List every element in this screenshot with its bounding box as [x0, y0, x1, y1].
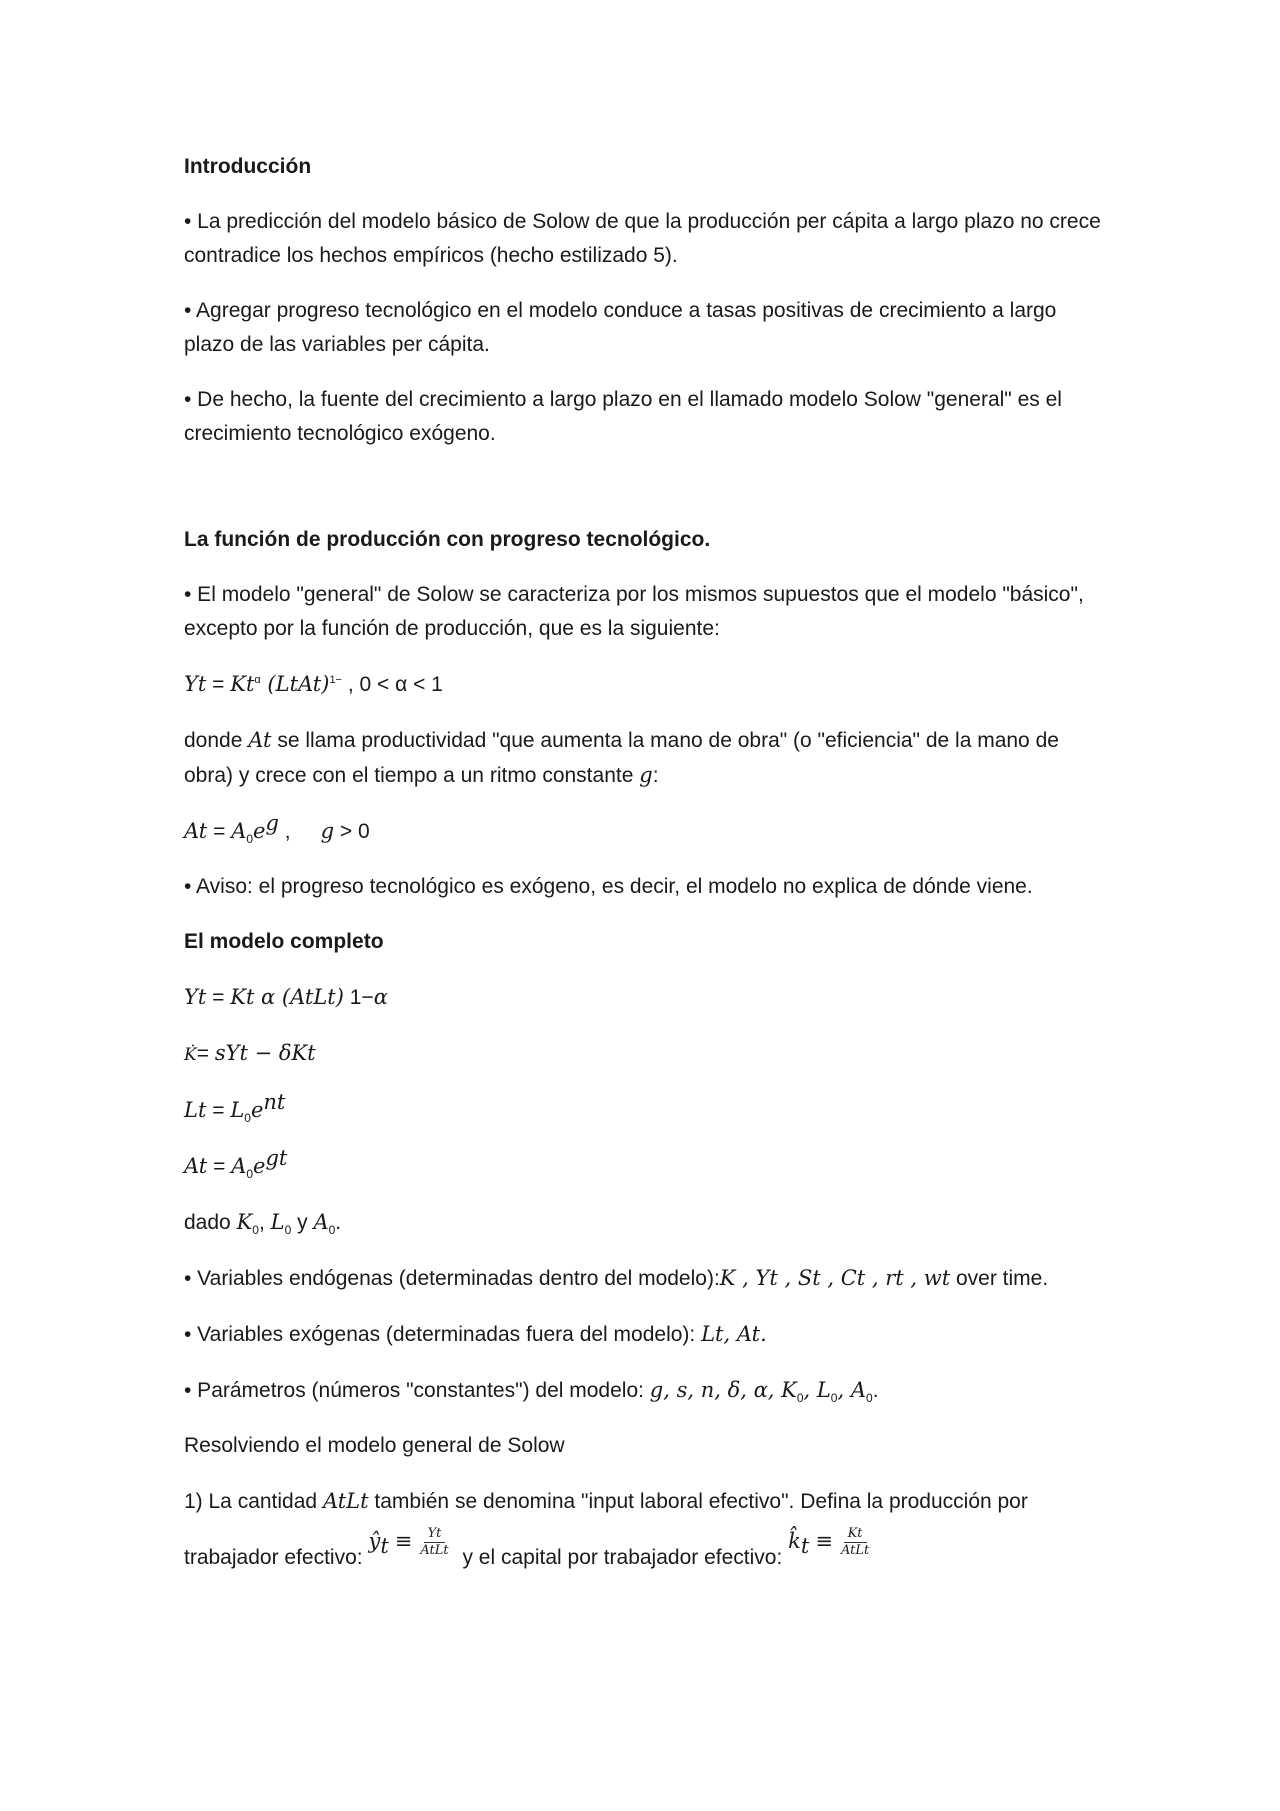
e1-rhs: Kt α (AtLt) — [230, 985, 344, 1009]
endo-end: over time. — [950, 1267, 1049, 1290]
eq2-cond: > 0 — [334, 820, 370, 843]
exo-pre: • Variables exógenas (determinadas fuera del modelo): — [184, 1323, 702, 1346]
e1-lhs: Yt — [184, 985, 207, 1009]
par-sub3: 0 — [866, 1391, 873, 1406]
s1-trabajador: trabajador efectivo: — [184, 1546, 369, 1569]
eq2-e: e — [253, 819, 266, 843]
par-vars: g, s, n, δ, α, K — [649, 1378, 797, 1402]
par-a: , A — [837, 1378, 867, 1402]
prod-bullet-1: • El modelo "general" de Solow se caracteriza por los mismos supuestos que el modelo "básico", excepto por la función de producción, que es la siguiente: — [184, 583, 1084, 640]
heading-modelo-completo: El modelo completo — [184, 930, 384, 953]
s1-mid: y el capital por trabajador efectivo: — [456, 1546, 789, 1569]
e2-rhs: sYt − δKt — [214, 1041, 316, 1065]
equation-productivity — [184, 811, 1104, 849]
e4-lhs: At — [184, 1154, 208, 1178]
par-l: , L — [803, 1378, 831, 1402]
s1-pre: 1) La cantidad — [184, 1490, 323, 1513]
eq2-equals: = — [207, 820, 232, 843]
k-hat-sub: t — [800, 1534, 810, 1559]
dado-y: y — [291, 1211, 314, 1234]
step1-line2 — [184, 1523, 1104, 1584]
eq2-g: g — [320, 819, 335, 843]
eq1-paren: (LtAt) — [260, 672, 330, 696]
dado-comma: , — [258, 1211, 271, 1234]
donde-mid: se llama productividad "que aumenta la mano de obra" (o "eficiencia" de la mano de obra) y crece con el tiempo a un ritmo constante — [184, 729, 1059, 787]
fraction-y-num: Yt — [424, 1526, 446, 1543]
dado-sub2: 0 — [284, 1223, 292, 1238]
dado-end: . — [335, 1211, 342, 1234]
step1-line1 — [184, 1484, 1104, 1519]
e3-l: L — [230, 1098, 245, 1122]
s1-var: AtLt — [322, 1489, 369, 1513]
par-sub2: 0 — [830, 1391, 838, 1406]
eq2-sep: , — [278, 820, 291, 843]
par-sub1: 0 — [796, 1391, 804, 1406]
eq2-exp: g — [265, 811, 279, 835]
e1-eq: = — [206, 986, 231, 1009]
eq1-cond: , 0 < α < 1 — [341, 673, 443, 696]
eq1-exp: 1− — [329, 674, 342, 686]
fraction-k-num: Kt — [844, 1526, 867, 1543]
dado-k: K — [236, 1210, 253, 1234]
e2-kdot: K̇ — [184, 1045, 197, 1065]
equation-production-function — [184, 667, 1104, 702]
exogenous-bullet — [184, 1317, 1104, 1352]
e1-one-minus: 1− — [343, 986, 374, 1009]
endogenous-bullet — [184, 1261, 1104, 1296]
donde-end: : — [652, 764, 659, 787]
fraction-k-den: AtLt — [840, 1542, 870, 1558]
e3-sub: 0 — [244, 1111, 251, 1126]
heading-resolviendo: Resolviendo el modelo general de Solow — [184, 1434, 565, 1457]
e1-alpha: α — [373, 985, 388, 1009]
equiv-symbol-2: ≡ — [815, 1529, 833, 1553]
eq1-alpha: α — [254, 674, 261, 686]
exo-vars: Lt, At. — [701, 1322, 767, 1346]
dado-l: L — [270, 1210, 285, 1234]
model-eq-labor — [184, 1090, 1104, 1128]
donde-paragraph — [184, 723, 1104, 793]
model-eq-capital — [184, 1036, 1104, 1072]
par-pre: • Parámetros (números "constantes") del modelo: — [184, 1379, 650, 1402]
model-eq-tech — [184, 1146, 1104, 1184]
e4-exp: gt — [265, 1146, 288, 1170]
k-hat: k̂ — [788, 1529, 801, 1553]
par-end: . — [872, 1379, 879, 1402]
eq1-lhs: Yt — [184, 672, 207, 696]
dado-sub1: 0 — [252, 1223, 259, 1238]
e4-e: e — [253, 1154, 266, 1178]
dado-a: A — [313, 1210, 329, 1234]
section-gap — [184, 472, 1104, 523]
eq1-equals: = — [206, 673, 231, 696]
eq1-k: Kt — [230, 672, 255, 696]
e3-e: e — [250, 1098, 264, 1122]
endo-vars: K , Yt , St , Ct , rt , wt — [719, 1266, 951, 1290]
eq2-sub: 0 — [246, 832, 254, 847]
document-body — [184, 150, 1104, 1605]
heading-introduccion: Introducción — [184, 155, 312, 178]
eq2-lhs: At — [184, 819, 208, 843]
e4-a: A — [231, 1154, 247, 1178]
e3-lhs: Lt — [184, 1098, 207, 1122]
aviso-bullet: • Aviso: el progreso tecnológico es exógeno, es decir, el modelo no explica de dónde viene. — [184, 875, 1033, 898]
endo-pre: • Variables endógenas (determinadas dentro del modelo): — [184, 1267, 720, 1290]
e3-eq: = — [206, 1099, 231, 1122]
fraction-y — [416, 1526, 452, 1559]
dado-line — [184, 1205, 1104, 1240]
s1-post: también se denomina "input laboral efectivo". Defina la producción por — [368, 1490, 1028, 1513]
dado-pre: dado — [184, 1211, 237, 1234]
fraction-y-den: AtLt — [420, 1542, 449, 1558]
heading-funcion-produccion: La función de producción con progreso tecnológico. — [184, 528, 711, 551]
e4-eq: = — [207, 1155, 232, 1178]
donde-pre: donde — [184, 729, 249, 752]
e4-sub: 0 — [246, 1167, 254, 1182]
fraction-k — [837, 1526, 873, 1559]
intro-bullet-3: • De hecho, la fuente del crecimiento a largo plazo en el llamado modelo Solow "general" es el crecimiento tecnológico exógeno. — [184, 388, 1062, 445]
e3-exp: nt — [263, 1090, 286, 1114]
y-hat: ŷ — [368, 1529, 381, 1553]
intro-bullet-1: • La predicción del modelo básico de Solow de que la producción per cápita a largo plazo no crece contradice los hechos empíricos (hecho estilizado 5). — [184, 210, 1101, 267]
y-hat-sub: t — [380, 1534, 389, 1559]
parameters-bullet — [184, 1373, 1104, 1408]
donde-g: g — [639, 763, 653, 787]
eq2-a: A — [231, 819, 247, 843]
equiv-symbol-1: ≡ — [394, 1529, 413, 1553]
model-eq-output — [184, 980, 1104, 1015]
intro-bullet-2: • Agregar progreso tecnológico en el modelo conduce a tasas positivas de crecimiento a largo plazo de las variables per cápita. — [184, 299, 1057, 356]
donde-var: At — [248, 728, 272, 752]
dado-sub3: 0 — [328, 1223, 336, 1238]
e2-eq: = — [196, 1042, 215, 1065]
